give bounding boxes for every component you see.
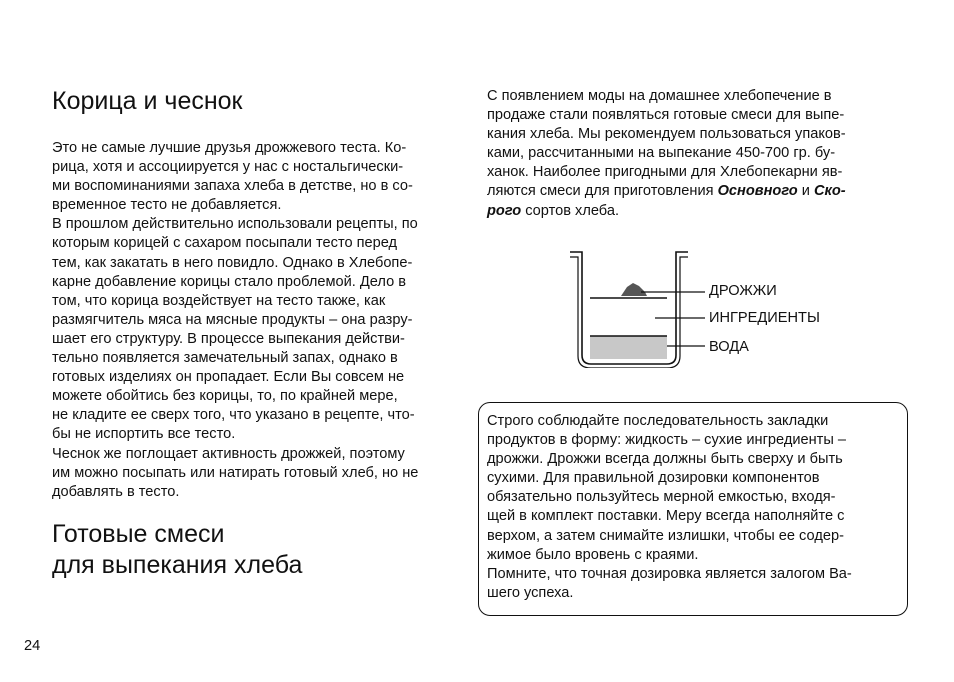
text-line: сухими. Для правильной дозировки компонентов xyxy=(487,470,820,487)
text-line: продаже стали появляться готовые смеси для выпе- xyxy=(487,107,845,124)
water-layer xyxy=(590,336,667,359)
page-number: 24 xyxy=(24,638,41,654)
dosage-note-text xyxy=(487,412,852,603)
water-label: ВОДА xyxy=(709,339,749,355)
text-line: не кладите ее сверх того, что указано в рецепте, что- xyxy=(52,407,415,424)
text-line: бы не испортить все тесто. xyxy=(52,426,236,443)
text-line: щей в комплект поставки. Меру всегда наполняйте с xyxy=(487,508,845,525)
text-line: Чеснок же поглощает активность дрожжей, поэтому xyxy=(52,445,405,462)
heading-line: для выпекания хлеба xyxy=(52,551,303,579)
bold-italic-term: Ско- xyxy=(813,183,846,200)
text-line: верхом, а затем снимайте излишки, чтобы ее содер- xyxy=(487,527,844,544)
text-line xyxy=(487,202,846,221)
heading-cinnamon-garlic: Корица и чеснок xyxy=(52,87,243,115)
heading-bread-mixes xyxy=(52,519,302,581)
text-run: и xyxy=(797,183,814,200)
text-line: жимое было вровень с краями. xyxy=(487,546,699,563)
text-line: ми воспоминаниями запаха хлеба в детстве, но в со- xyxy=(52,178,413,195)
text-run: ляются смеси для приготовления xyxy=(487,183,718,200)
text-line: тем, как закатать в него повидло. Однако в Хлебопе- xyxy=(52,254,413,271)
bread-pan-layers-diagram xyxy=(569,250,709,368)
text-line: обязательно пользуйтесь мерной емкостью, входя- xyxy=(487,489,836,506)
text-line: Помните, что точная дозировка является залогом Ва- xyxy=(487,565,852,582)
text-line: кания хлеба. Мы рекомендуем пользоваться упаков- xyxy=(487,126,846,143)
text-run: сортов хлеба. xyxy=(521,202,620,219)
text-line: карне добавление корицы стало проблемой. Дело в xyxy=(52,273,406,290)
bold-italic-term: Основного xyxy=(717,183,798,200)
text-line: В прошлом действительно использовали рецепты, по xyxy=(52,216,418,233)
text-line: шего успеха. xyxy=(487,584,574,601)
yeast-label: ДРОЖЖИ xyxy=(709,283,777,299)
text-line: которым корицей с сахаром посыпали тесто перед xyxy=(52,235,398,252)
cinnamon-garlic-paragraph xyxy=(52,139,418,502)
heading-line: Готовые смеси xyxy=(52,520,225,548)
text-line: С появлением моды на домашнее хлебопечение в xyxy=(487,88,832,104)
text-line: временное тесто не добавляется. xyxy=(52,197,282,214)
bold-italic-term: рого xyxy=(487,202,522,219)
text-line: шает его структуру. В процессе выпекания действи- xyxy=(52,330,405,347)
text-line: размягчитель мяса на мясные продукты – она разру- xyxy=(52,311,413,328)
yeast-mound xyxy=(621,283,647,296)
ingredients-label: ИНГРЕДИЕНТЫ xyxy=(709,310,820,326)
text-line: добавлять в тесто. xyxy=(52,483,180,500)
text-line: дрожжи. Дрожжи всегда должны быть сверху и быть xyxy=(487,451,843,468)
text-line: тельно появляется замечательный запах, однако в xyxy=(52,350,398,367)
text-line: можете обойтись без корицы, то, по крайней мере, xyxy=(52,388,398,405)
text-line: рица, хотя и ассоциируется у нас с ностальгически- xyxy=(52,159,404,176)
text-line: том, что корица воздействует на тесто также, как xyxy=(52,292,386,309)
bread-mixes-paragraph xyxy=(487,87,846,221)
text-line: продуктов в форму: жидкость – сухие ингредиенты – xyxy=(487,432,847,449)
text-line: Строго соблюдайте последовательность закладки xyxy=(487,413,829,429)
text-line: им можно посыпать или натирать готовый хлеб, но не xyxy=(52,464,419,481)
text-line: ками, рассчитанными на выпекание 450-700 гр. бу- xyxy=(487,145,836,162)
text-line: ханок. Наиболее пригодными для Хлебопекарни яв- xyxy=(487,164,843,181)
text-line xyxy=(487,182,846,201)
text-line: готовых изделиях он пропадает. Если Вы совсем не xyxy=(52,369,405,386)
text-line: Это не самые лучшие друзья дрожжевого теста. Ко- xyxy=(52,140,407,156)
